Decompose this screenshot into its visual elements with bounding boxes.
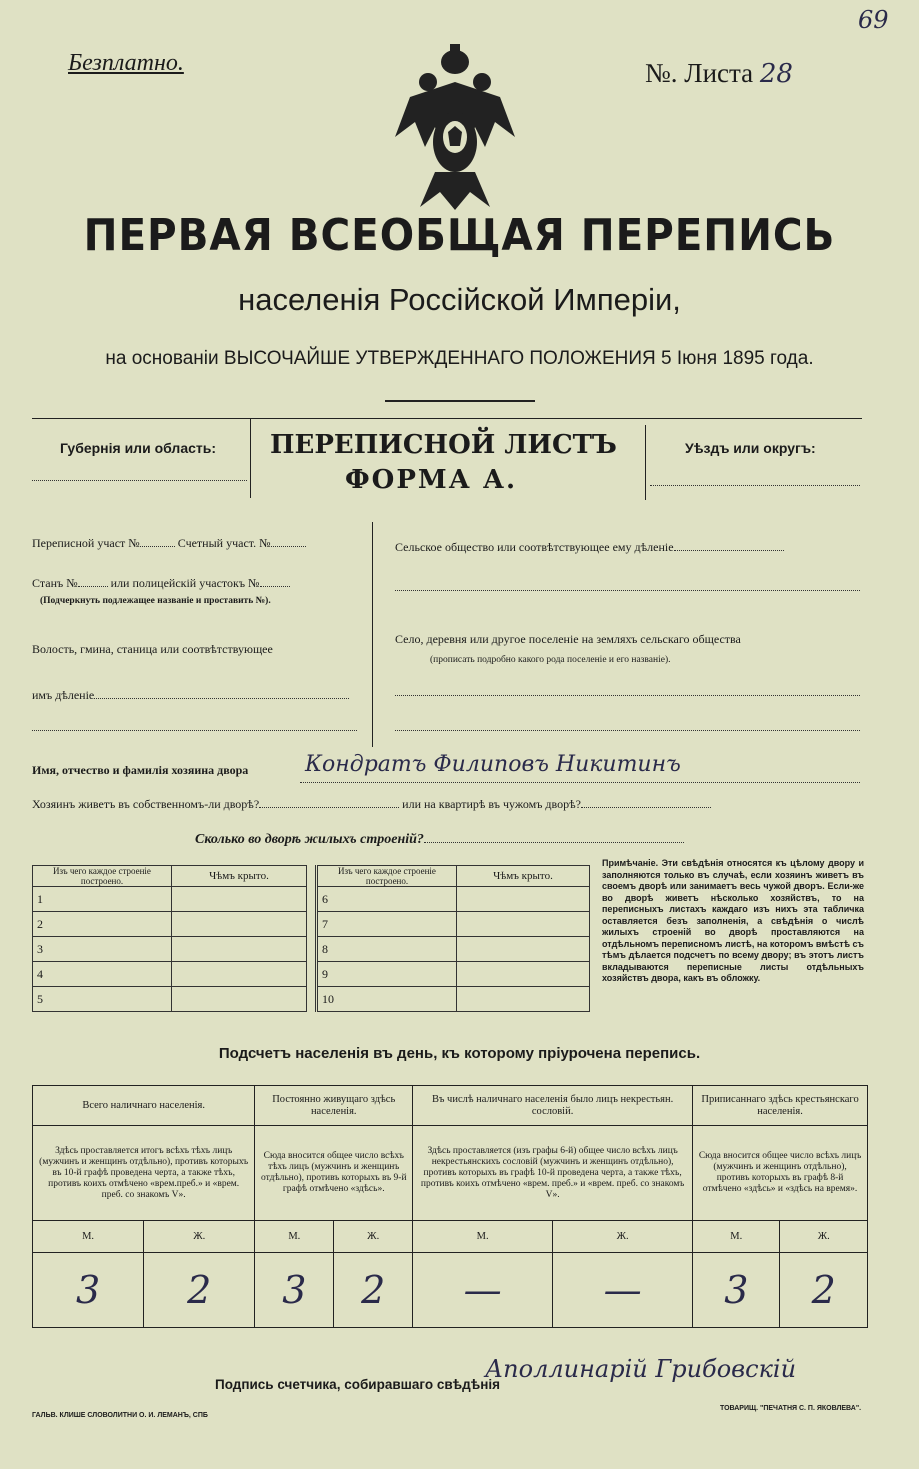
col-f: Ж. (144, 1221, 255, 1253)
owner-line (300, 782, 860, 783)
form-subtitle: населенія Россійской Имперіи, (238, 282, 681, 317)
col-m: М. (33, 1221, 144, 1253)
rural-society-line (395, 540, 784, 555)
rural-line (395, 590, 860, 591)
village-label: Село, деревня или другое поселеніе на земляхъ сельскаго общества (395, 632, 741, 646)
buildings-label: Сколько во дворѣ жилыхъ строеній? (195, 832, 424, 847)
count-title: Подсчетъ населенія въ день, къ которому пріурочена перепись. (218, 1045, 701, 1062)
col-m: М. (693, 1221, 780, 1253)
buildings-table-right (315, 865, 590, 1012)
value-total-f: 2 (144, 1253, 255, 1328)
value-peasant-m: 3 (693, 1253, 780, 1328)
col-f: Ж. (553, 1221, 693, 1253)
ornament-divider (385, 400, 535, 402)
value-permanent-f: 2 (334, 1253, 413, 1328)
signature-value: Аполлинарій Грибовскій (485, 1355, 797, 1383)
pop-desc-nonpeasant: Здѣсь проставляется (изъ графы 6-й) общее число всѣхъ лицъ некрестьянскихъ сословій (мужчинъ и женщинъ отдѣльно), противъ которыхъ въ графѣ 10-й проведена черта, а также тѣхъ, противъ коихъ отмѣчено «врем. преб.» и «врем. преб. со знакомъ V». (413, 1126, 693, 1221)
pop-header-nonpeasant: Въ числѣ наличнаго населенія было лицъ некрестьян. сословій. (413, 1086, 693, 1126)
legal-basis: на основаніи ВЫСОЧАЙШЕ УТВЕРЖДЕННАГО ПОЛОЖЕНИЯ 5 Іюня 1895 года. (105, 348, 814, 369)
volost-label-2-text: имъ дѣленіе (32, 688, 95, 702)
pop-header-total: Всего наличнаго населенія. (33, 1086, 255, 1126)
note: Примѣчаніе. Эти свѣдѣнія относятся къ цѣлому двору и заполняются только въ случаѣ, если хозяинъ живетъ въ своемъ дворѣ или занимаетъ весь чужой дворъ. Если-же во дворѣ живетъ нѣсколько хозяйствъ, то на переписныхъ листахъ каждаго изъ нихъ эта табличка оставляется безъ заполненія, а свѣдѣнія о числѣ жилыхъ строеній во дворѣ проставляются на отдѣльномъ переписномъ листѣ, на которомъ вмѣстѣ съ тѣмъ дѣлается подсчетъ по всему двору; въ этотъ листъ вкладываются переписные листы отдѣльныхъ хозяйствъ двора, какъ въ обложку. (602, 858, 864, 983)
counting-section-label: Счетный участ. № (177, 536, 271, 550)
row-num: 6 (317, 887, 457, 912)
stan-label: Станъ № (32, 576, 78, 590)
sheet-number-value: 28 (759, 59, 793, 89)
stan-line (32, 576, 290, 591)
district-line (650, 485, 860, 486)
row-num: 3 (33, 937, 172, 962)
lives-line (32, 797, 711, 812)
census-section-label: Переписной участ № (32, 536, 140, 550)
pop-desc-permanent: Сюда вносится общее число всѣхъ тѣхъ лицъ (мужчинъ и женщинъ отдѣльно), противъ которыхъ въ 9-й графѣ отмѣчено «здѣсь». (255, 1126, 413, 1221)
printer-right: ТОВАРИЩ. "ПЕЧАТНЯ С. П. ЯКОВЛЕВА". (720, 1405, 862, 1412)
row-num: 8 (317, 937, 457, 962)
village-line-1 (395, 695, 860, 696)
owner-label: Имя, отчество и фамилія хозяина двора (32, 763, 249, 777)
printer-left: ГАЛЬВ. КЛИШЕ СЛОВОЛИТНИ О. И. ЛЕМАНЪ, СПБ (32, 1412, 208, 1419)
village-note: (прописать подробно какого рода поселеніе и его названіе). (430, 655, 671, 665)
row-num: 1 (33, 887, 172, 912)
owner-value: Кондратъ Филиповъ Никитинъ (305, 752, 681, 777)
col-m: М. (413, 1221, 553, 1253)
volost-label: Волость, гмина, станица или соотвѣтствующее (32, 642, 273, 656)
province-line (32, 480, 247, 481)
col-material: Изъ чего каждое строеніе построено. (33, 866, 172, 887)
eagle-icon (390, 42, 520, 212)
pop-header-permanent: Постоянно живущаго здѣсь населенія. (255, 1086, 413, 1126)
sheet-number-label (645, 58, 793, 89)
row-num: 7 (317, 912, 457, 937)
lives-rent-label: или на квартирѣ въ чужомъ дворѣ? (402, 797, 581, 811)
fields-divider (372, 522, 373, 747)
value-nonpeasant-m: — (413, 1253, 553, 1328)
page-number: 69 (858, 6, 889, 34)
row-num: 9 (317, 962, 457, 987)
col-f: Ж. (334, 1221, 413, 1253)
col-f: Ж. (780, 1221, 868, 1253)
volost-line (32, 730, 357, 731)
value-total-m: 3 (33, 1253, 144, 1328)
value-nonpeasant-f: — (553, 1253, 693, 1328)
sheet-title: ПЕРЕПИСНОЙ ЛИСТЪ (270, 430, 617, 460)
pop-header-peasant: Приписаннаго здѣсь крестьянскаго населенія. (693, 1086, 868, 1126)
header-divider-right (645, 425, 646, 500)
buildings-table-left (32, 865, 307, 1012)
sheet-number-text: №. Листа (645, 58, 754, 88)
buildings-line (195, 832, 684, 848)
district-label: Уѣздъ или округъ: (685, 440, 816, 456)
section-line (32, 536, 306, 551)
lives-own-label: Хозяинъ живетъ въ собственномъ-ли дворѣ? (32, 797, 260, 811)
pop-desc-peasant: Сюда вносится общее число всѣхъ лицъ (мужчинъ и женщинъ отдѣльно), противъ которыхъ въ графѣ 8-й отмѣчено «здѣсь» и «здѣсь на время». (693, 1126, 868, 1221)
row-num: 10 (317, 987, 457, 1012)
signature-label: Подпись счетчика, собиравшаго свѣдѣнія (215, 1377, 500, 1392)
form-letter: ФОРМА А. (345, 465, 518, 495)
province-label: Губернія или область: (60, 440, 217, 456)
row-num: 4 (33, 962, 172, 987)
row-num: 2 (33, 912, 172, 937)
col-roof: Чѣмъ крыто. (172, 866, 307, 887)
header-divider-left (250, 418, 251, 498)
row-num: 5 (33, 987, 172, 1012)
col-material: Изъ чего каждое строеніе построено. (317, 866, 457, 887)
rural-society-label: Сельское общество или соотвѣтствующее ему дѣленіе (395, 540, 674, 554)
underline-note: (Подчеркнуть подлежащее названіе и проставить №). (40, 596, 271, 606)
col-roof: Чѣмъ крыто. (457, 866, 590, 887)
volost-label-2 (32, 688, 349, 703)
free-label: Безплатно. (68, 50, 184, 76)
village-line-2 (395, 730, 860, 731)
header-top-rule (32, 418, 862, 419)
value-peasant-f: 2 (780, 1253, 868, 1328)
col-m: М. (255, 1221, 334, 1253)
form-title: ПЕРВАЯ ВСЕОБЩАЯ ПЕРЕПИСЬ (83, 210, 836, 261)
pop-desc-total: Здѣсь проставляется итогъ всѣхъ тѣхъ лицъ (мужчинъ и женщинъ отдѣльно), противъ которыхъ въ 10-й графѣ проведена черта, а также тѣхъ, противъ коихъ отмѣчено «врем.преб.» и «врем. преб. со знакомъ V». (33, 1126, 255, 1221)
police-label: или полицейскій участокъ № (110, 576, 260, 590)
value-permanent-m: 3 (255, 1253, 334, 1328)
population-table (32, 1085, 868, 1328)
